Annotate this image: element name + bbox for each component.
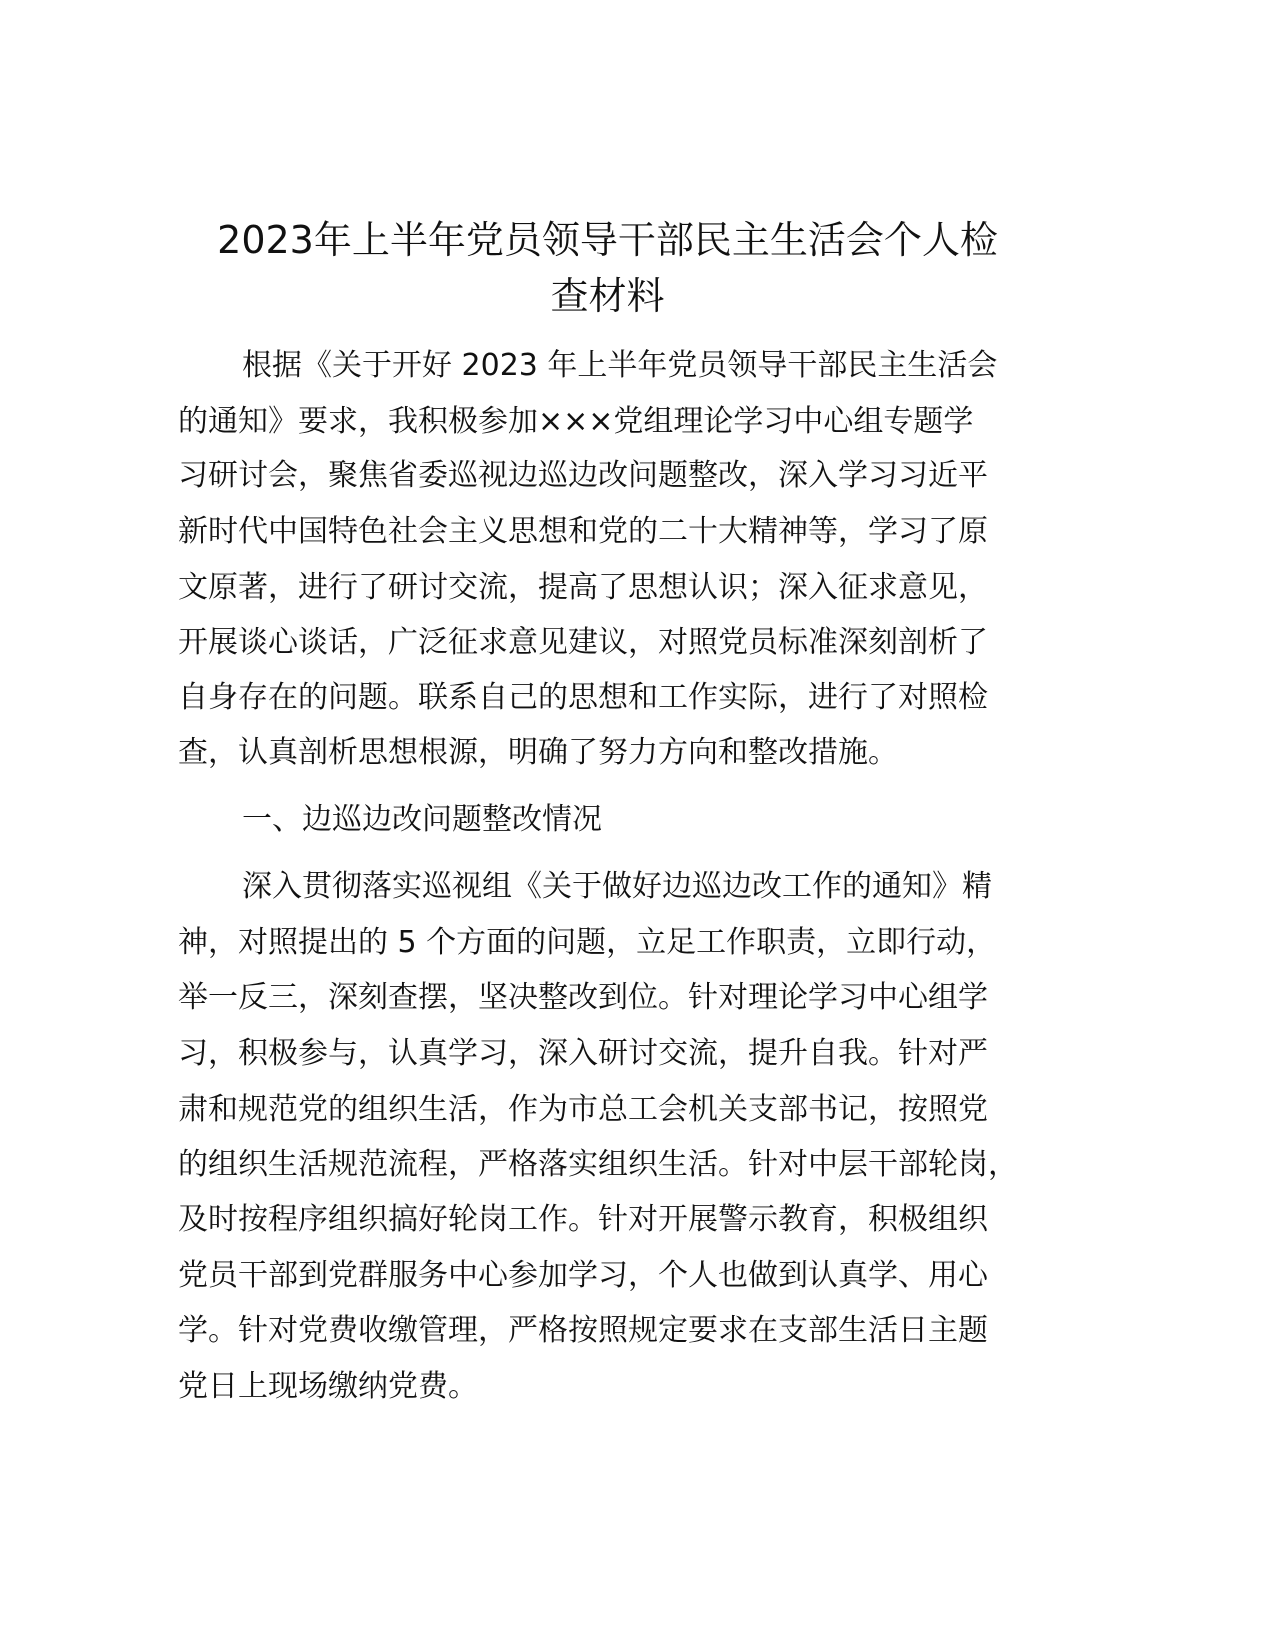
paragraph-line: 学。针对党费收缴管理，严格按照规定要求在支部生活日主题 [178,1313,988,1348]
paragraph-line: 文原著，进行了研讨交流，提高了思想认识；深入征求意见， [178,570,988,605]
paragraph-line: 神，对照提出的 5 个方面的问题，立足工作职责，立即行动， [178,925,997,960]
paragraph-line: 开展谈心谈话，广泛征求意见建议，对照党员标准深刻剖析了 [178,625,988,660]
paragraph-line: 肃和规范党的组织生活，作为市总工会机关支部书记，按照党 [178,1092,988,1127]
paragraph-line: 的通知》要求，我积极参加×××党组理论学习中心组专题学 [178,404,974,439]
paragraph-line: 习研讨会，聚焦省委巡视边巡边改问题整改，深入学习习近平 [178,458,988,493]
paragraph-line: 举一反三，深刻查摆，坚决整改到位。针对理论学习中心组学 [178,980,988,1015]
paragraph-line: 查，认真剖析思想根源，明确了努力方向和整改措施。 [178,735,898,770]
paragraph-line: 党日上现场缴纳党费。 [178,1369,478,1404]
section-heading: 一、边巡边改问题整改情况 [242,802,602,837]
paragraph-line: 的组织生活规范流程，严格落实组织生活。针对中层干部轮岗， [178,1147,1018,1182]
paragraph-line: 习，积极参与，认真学习，深入研讨交流，提升自我。针对严 [178,1036,988,1071]
document-title-line-1: 2023年上半年党员领导干部民主生活会个人检 [217,218,998,262]
paragraph-line: 新时代中国特色社会主义思想和党的二十大精神等，学习了原 [178,514,988,549]
paragraph-line: 根据《关于开好 2023 年上半年党员领导干部民主生活会 [242,348,998,383]
paragraph-line: 深入贯彻落实巡视组《关于做好边巡边改工作的通知》精 [242,869,992,904]
paragraph-line: 及时按程序组织搞好轮岗工作。针对开展警示教育，积极组织 [178,1202,988,1237]
document-title-line-2: 查材料 [550,274,665,318]
paragraph-line: 自身存在的问题。联系自己的思想和工作实际，进行了对照检 [178,680,988,715]
paragraph-line: 党员干部到党群服务中心参加学习，个人也做到认真学、用心 [178,1258,988,1293]
